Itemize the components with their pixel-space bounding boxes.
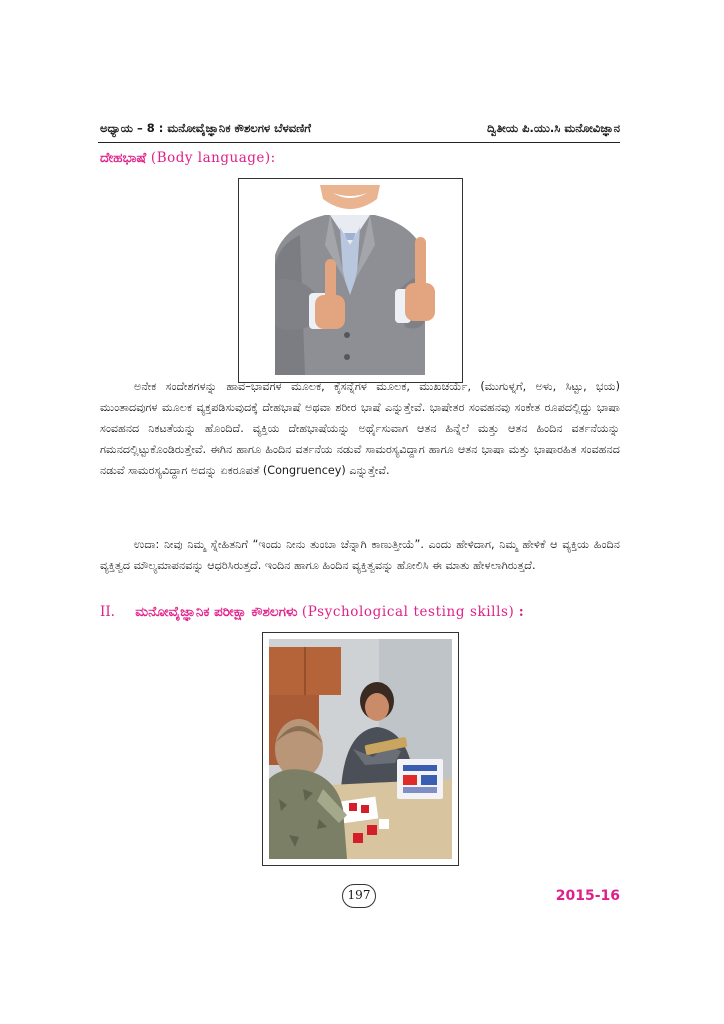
section-title-kannada: ದೇಹಭಾಷೆ (100, 150, 147, 166)
paragraph-example (100, 534, 620, 576)
running-head (100, 118, 620, 140)
running-head-chapter: ಅಧ್ಯಾಯ – 8 : ಮನೋವೈಜ್ಞಾನಿಕ ಕೌಶಲಗಳ ಬೆಳವಣಿಗೆ (100, 121, 311, 135)
edition-year: 2015-16 (555, 888, 620, 904)
section-title-kannada: ಮನೋವೈಜ್ಞಾನಿಕ ಪರೀಕ್ಷಾ ಕೌಶಲಗಳು (135, 604, 298, 620)
thumbs-up-photo (238, 178, 463, 383)
section-heading-body-language (100, 150, 276, 166)
testing-session-illustration (269, 639, 452, 859)
section-heading-psychological-testing (100, 604, 524, 620)
running-head-book-title: ದ್ವಿತೀಯ ಪಿ.ಯು.ಸಿ ಮನೋವಿಜ್ಞಾನ (486, 121, 620, 135)
header-rule (98, 142, 620, 143)
section-colon: : (518, 604, 524, 620)
page-number: 197 (342, 884, 376, 908)
testing-session-photo (262, 632, 459, 866)
section-title-english: (Psychological testing skills) (301, 604, 515, 620)
paragraph-body-language (100, 376, 620, 481)
thumbs-up-illustration (245, 185, 455, 375)
section-title-english: (Body language): (150, 150, 276, 166)
paragraph-1-text: ಅನೇಕ ಸಂದೇಶಗಳನ್ನು ಹಾವ–ಭಾವಗಳ ಮೂಲಕ, ಕೈಸನ್ನೆಗಳ ಮೂಲಕ, ಮುಖಚರ್ಯೆ, (ಮುಗುಳ್ನಗೆ, ಅಳು, ಸಿಟ್ಟು, ಭಯ) ಮುಂತಾದವುಗಳ ಮೂಲಕ ವ್ಯಕ್ತಪಡಿಸುವುದಕ್ಕೆ ದೇಹಭಾಷೆ ಅಥವಾ ಶರೀರ ಭಾಷೆ ಎನ್ನುತ್ತೇವೆ. ಭಾಷೇತರ ಸಂವಹನವು ಸಂಕೇತ ರೂಪದಲ್ಲಿದ್ದು ಭಾಷಾ ಸಂವಹನದ ನಿಕಟತೆಯನ್ನು ಹೊಂದಿದೆ. ವ್ಯಕ್ತಿಯ ದೇಹಭಾಷೆಯನ್ನು ಅರ್ಥೈಸುವಾಗ ಆತನ ಹಿನ್ನೆಲೆ ಮತ್ತು ಆತನ ಹಿಂದಿನ ವರ್ತನೆಯನ್ನು ಗಮನದಲ್ಲಿಟ್ಟುಕೊಂಡಿರುತ್ತೇವೆ. ಈಗಿನ ಹಾಗೂ ಹಿಂದಿನ ವರ್ತನೆಯ ನಡುವೆ ಸಾಮರಸ್ಯವಿದ್ದಾಗ ಹಾಗೂ ಆತನ ಭಾಷಾ ಮತ್ತು ಭಾಷಾರಹಿತ ಸಂವಹನದ ನಡುವೆ ಸಾಮರಸ್ಯವಿದ್ದಾಗ ಅದನ್ನು ಏಕರೂಪತೆ (Congruencey) ಎನ್ನುತ್ತೇವೆ. (100, 380, 620, 477)
section-number: II. (100, 604, 115, 620)
paragraph-2-text: ಉದಾ: ನೀವು ನಿಮ್ಮ ಸ್ನೇಹಿತನಿಗೆ “ಇಂದು ನೀನು ತುಂಬಾ ಚೆನ್ನಾಗಿ ಕಾಣುತ್ತೀಯೆ”. ಎಂದು ಹೇಳಿದಾಗ, ನಿಮ್ಮ ಹೇಳಿಕೆ ಆ ವ್ಯಕ್ತಿಯ ಹಿಂದಿನ ವ್ಯಕ್ತಿತ್ವದ ಮೌಲ್ಯಮಾಪನವನ್ನು ಆಧರಿಸಿರುತ್ತದೆ. ಇಂದಿನ ಹಾಗೂ ಹಿಂದಿನ ವ್ಯಕ್ತಿತ್ವವನ್ನು ಹೋಲಿಸಿ ಈ ಮಾತು ಹೇಳಲಾಗಿರುತ್ತದೆ. (100, 538, 620, 572)
